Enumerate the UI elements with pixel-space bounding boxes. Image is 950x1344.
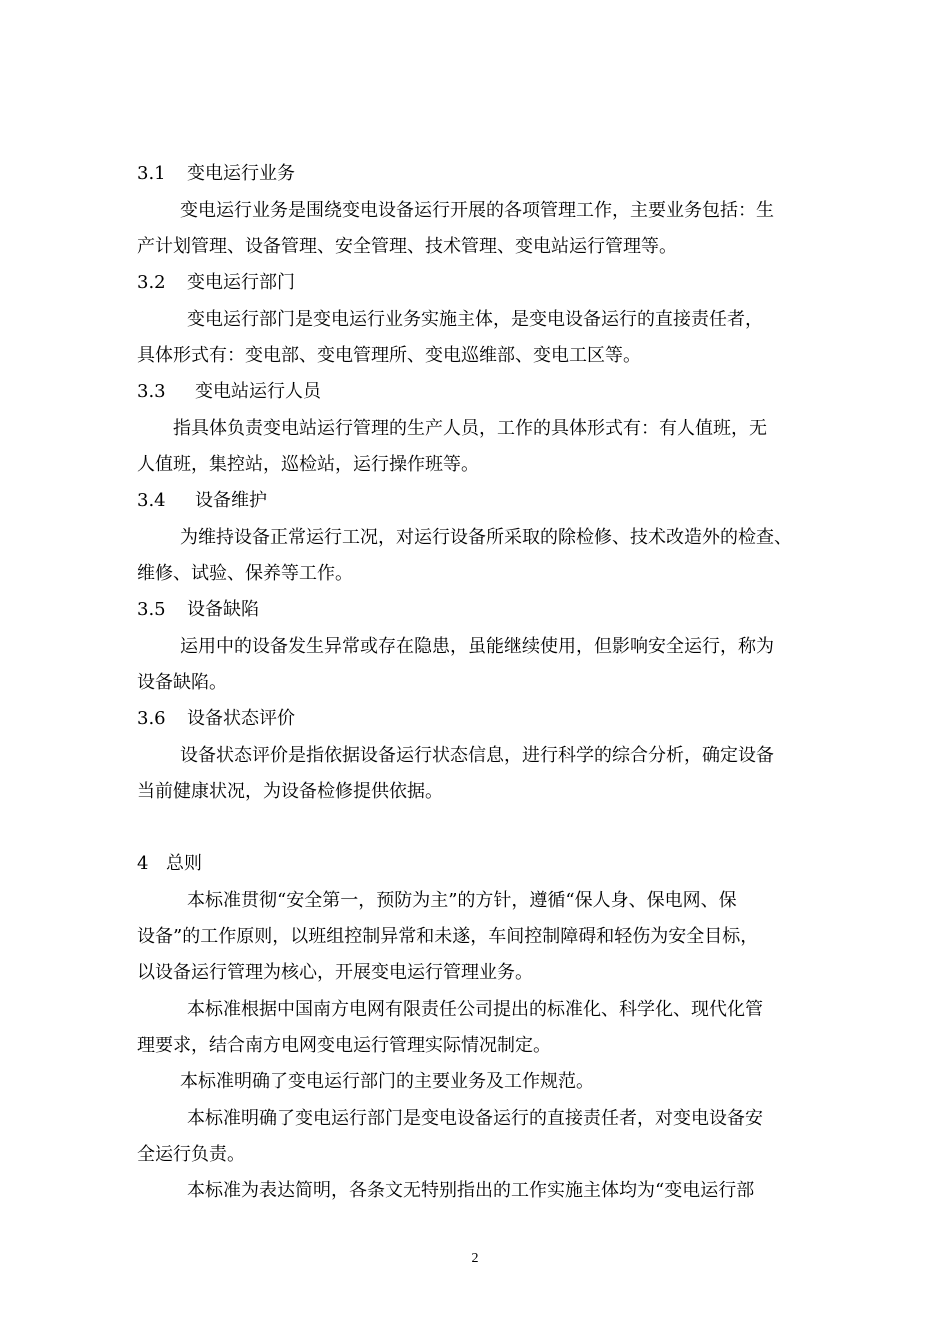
paragraph-line: 人值班，集控站，巡检站，运行操作班等。 (137, 454, 479, 475)
paragraph-line: 维修、试验、保养等工作。 (137, 563, 353, 584)
paragraph-line: 本标准为表达简明，各条文无特别指出的工作实施主体均为“变电运行部 (187, 1180, 755, 1201)
section-title: 变电运行业务 (187, 163, 295, 184)
section-title: 变电运行部门 (187, 272, 295, 293)
paragraph-line: 本标准明确了变电运行部门是变电设备运行的直接责任者，对变电设备安 (187, 1108, 763, 1129)
paragraph-line: 本标准根据中国南方电网有限责任公司提出的标准化、科学化、现代化管 (187, 999, 763, 1020)
section-number: 3.1 (137, 163, 166, 184)
paragraph-line: 设备状态评价是指依据设备运行状态信息，进行科学的综合分析，确定设备 (180, 745, 774, 766)
paragraph-line: 本标准贯彻“安全第一，预防为主”的方针，遵循“保人身、保电网、保 (187, 890, 737, 911)
section-heading-3-2 (137, 272, 295, 294)
section-number: 3.3 (137, 381, 166, 402)
page-number: 2 (471, 1251, 479, 1266)
paragraph-line: 当前健康状况，为设备检修提供依据。 (137, 781, 443, 802)
section-number: 4 (137, 853, 149, 874)
paragraph-line: 为维持设备正常运行工况，对运行设备所采取的除检修、技术改造外的检查、 (180, 527, 792, 548)
section-number: 3.2 (137, 272, 166, 293)
paragraph-line: 产计划管理、设备管理、安全管理、技术管理、变电站运行管理等。 (137, 236, 677, 257)
paragraph-line: 运用中的设备发生异常或存在隐患，虽能继续使用，但影响安全运行，称为 (180, 636, 774, 657)
paragraph-line: 本标准明确了变电运行部门的主要业务及工作规范。 (180, 1071, 594, 1092)
section-heading-3-3 (137, 381, 321, 403)
section-heading-4 (137, 853, 202, 875)
paragraph-line: 变电运行部门是变电运行业务实施主体，是变电设备运行的直接责任者， (187, 309, 763, 330)
section-number: 3.5 (137, 599, 166, 620)
section-title: 变电站运行人员 (195, 381, 321, 402)
paragraph-line: 具体形式有：变电部、变电管理所、变电巡维部、变电工区等。 (137, 345, 641, 366)
section-title: 设备状态评价 (187, 708, 295, 729)
paragraph-line: 变电运行业务是围绕变电设备运行开展的各项管理工作，主要业务包括：生 (180, 200, 774, 221)
section-heading-3-4 (137, 490, 267, 512)
section-heading-3-1 (137, 163, 295, 185)
paragraph-line: 理要求，结合南方电网变电运行管理实际情况制定。 (137, 1035, 551, 1056)
section-title: 设备维护 (195, 490, 267, 511)
section-number: 3.4 (137, 490, 166, 511)
paragraph-line: 以设备运行管理为核心，开展变电运行管理业务。 (137, 962, 533, 983)
section-heading-3-5 (137, 599, 259, 621)
paragraph-line: 全运行负责。 (137, 1144, 245, 1165)
paragraph-line: 设备”的工作原则，以班组控制异常和未遂，车间控制障碍和轻伤为安全目标， (137, 926, 759, 947)
paragraph-line: 设备缺陷。 (137, 672, 227, 693)
paragraph-line: 指具体负责变电站运行管理的生产人员，工作的具体形式有：有人值班，无 (173, 418, 767, 439)
section-title: 总则 (166, 853, 202, 874)
section-number: 3.6 (137, 708, 166, 729)
section-heading-3-6 (137, 708, 295, 730)
section-title: 设备缺陷 (187, 599, 259, 620)
